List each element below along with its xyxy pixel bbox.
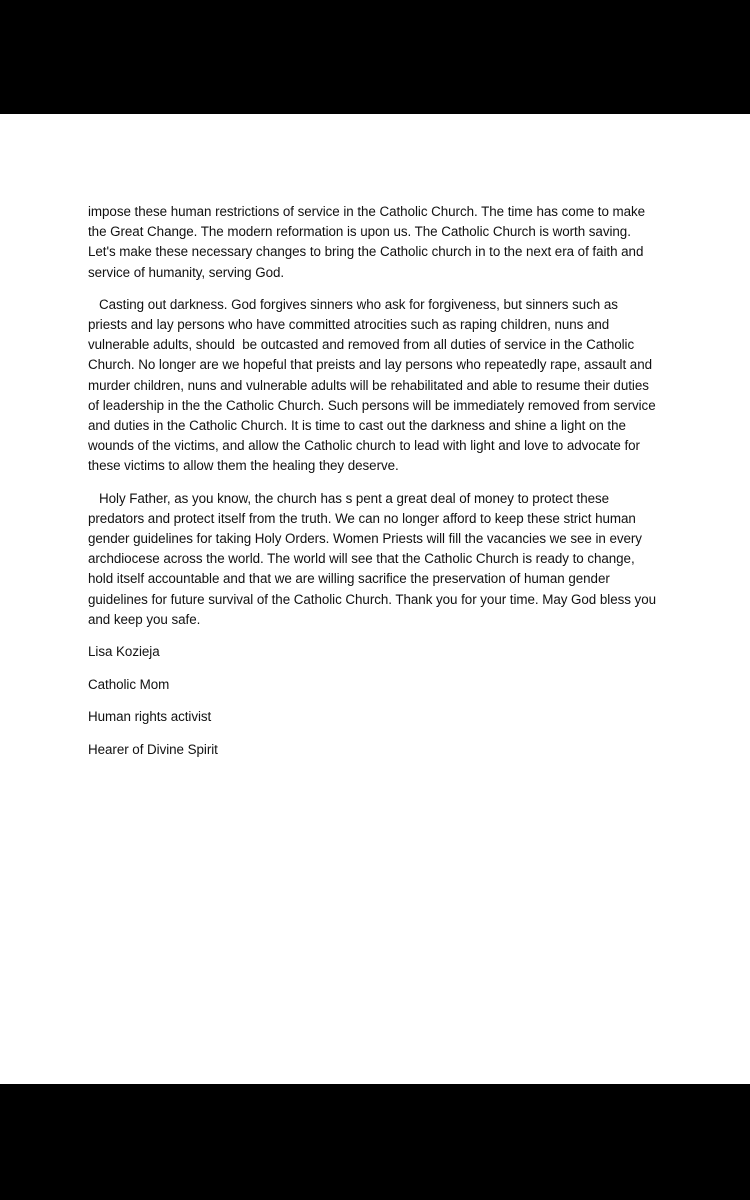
paragraph-1: impose these human restrictions of service in the Catholic Church. The time has come to make the Great Change. The modern reformation is upon us. The Catholic Church is worth saving. Let's make these necessary changes to bring the Catholic church in to the next era of faith and service of humanity, serving God. [88,204,649,280]
signature-title-1: Catholic Mom [88,676,170,692]
letter-body [88,202,660,773]
signature-title-3: Hearer of Divine Spirit [88,742,218,758]
signature-name: Lisa Kozieja [88,644,160,660]
document-page [0,114,750,1084]
paragraph-2: Casting out darkness. God forgives sinners who ask for forgiveness, but sinners such as priests and lay persons who have committed atrocities such as raping children, nuns and vulnerable adults, should be outcasted and removed from all duties of service in the Catholic Church. No longer are we hopeful that preists and lay persons who repeatedly rape, assault and murder children, nuns and vulnerable adults will be rehabilitated and able to resume their duties of leadership in the the Catholic Church. Such persons will be immediately removed from service and duties in the Catholic Church. It is time to cast out the darkness and shine a light on the wounds of the victims, and allow the Catholic church to lead with light and love to advocate for these victims to allow them the healing they deserve. [88,296,660,474]
signature-title-2: Human rights activist [88,709,212,725]
paragraph-3: Holy Father, as you know, the church has s pent a great deal of money to protect these predators and protect itself from the truth. We can no longer afford to keep these strict human gender guidelines for taking Holy Orders. Women Priests will fill the vacancies we see in every archdiocese across the world. The world will see that the Catholic Church is ready to change, hold itself accountable and that we are willing sacrifice the preservation of human gender guidelines for future survival of the Catholic Church. Thank you for your time. May God bless you and keep you safe. [88,490,660,627]
bottom-black-bar [0,1084,750,1200]
top-black-bar [0,0,750,114]
